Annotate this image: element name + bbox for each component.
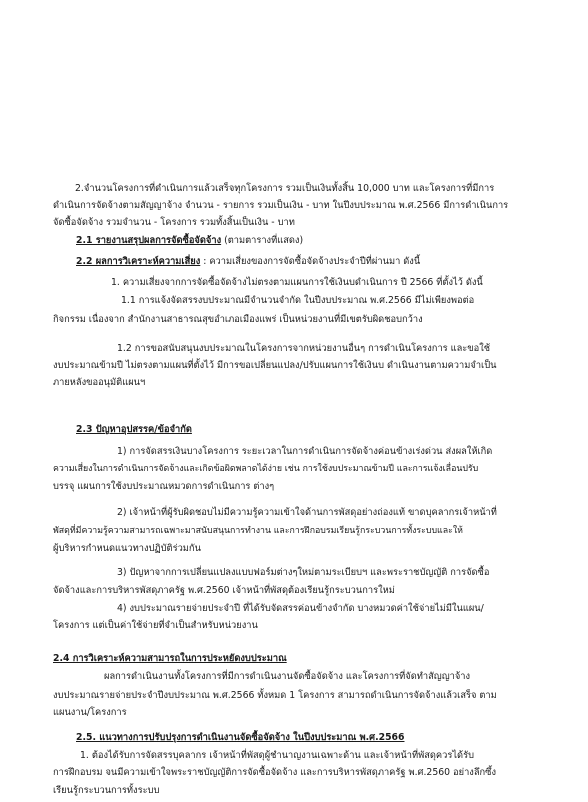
section-2-2-title: 2.2 ผลการวิเคราะห์ความเสี่ยง (76, 256, 201, 268)
saving-line-2: งบประมาณรายจ่ายประจำปีงบประมาณ พ.ศ.2566 ทั้งหมด 1 โครงการ สามารถดำเนินการจัดจ้างแล้วเสร็จ ตาม (53, 689, 497, 701)
problem-line-1: 1) การจัดสรรเงินบางโครงการ ระยะเวลาในการดำเนินการจัดจ้างค่อนข้างเร่งด่วน ส่งผลให้เกิด (117, 446, 493, 458)
problem-line-7: 3) ปัญหาจากการเปลี่ยนแปลงแบบฟอร์มต่างๆใหม่ตามระเบียบฯ และพระราชบัญญัติ การจัดซื้อ (117, 566, 490, 578)
problem-line-6: ผู้บริหารกำหนดแนวทางปฏิบัติร่วมกัน (53, 543, 201, 555)
risk-line-4: 1.2 การขอสนับสนุนงบประมาณในโครงการจากหน่วยงานอื่นๆ การดำเนินโครงการ และขอใช้ (117, 342, 491, 354)
section-2-4-heading: 2.4 การวิเคราะห์ความสามารถในการประหยัดงบประมาณ (53, 653, 287, 665)
risk-line-6: ภายหลังขออนุมัติแผนฯ (53, 376, 146, 388)
summary-line-1: 2.จำนวนโครงการที่ดำเนินการแล้วเสร็จทุกโครงการ รวมเป็นเงินทั้งสิ้น 10,000 บาท และโครงการที่มีการ (75, 183, 495, 194)
problem-line-3: บรรจุ แผนการใช้งบประมาณหมวดการดำเนินการ ต่างๆ (53, 481, 275, 493)
improve-line-3: เรียนรู้กระบวนการทั้งระบบ (53, 784, 160, 796)
saving-line-3: แผนงาน/โครงการ (53, 706, 127, 718)
problem-line-4: 2) เจ้าหน้าที่ผู้รับผิดชอบไม่มีความรู้ความเข้าใจด้านการพัสดุอย่างถ่องแท้ ขาดบุคลากรเจ้าหน้าที่ (117, 507, 497, 519)
saving-line-1: ผลการดำเนินงานทั้งโครงการที่มีการดำเนินงานจัดซื้อจัดจ้าง และโครงการที่จัดทำสัญญาจ้าง (104, 671, 471, 683)
summary-line-2: ดำเนินการจัดจ้างตามสัญญาจ้าง จำนวน - รายการ รวมเป็นเงิน - บาท ในปีงบประมาณ พ.ศ.2566 มีการดำเนินการ (53, 200, 509, 212)
section-2-1-title: 2.1 รายงานสรุปผลการจัดซื้อจัดจ้าง (76, 235, 222, 247)
section-2-1-note: (ตามตารางที่แสดง) (221, 235, 304, 247)
summary-line-3: จัดซื้อจัดจ้าง รวมจำนวน - โครงการ รวมทั้งสิ้นเป็นเงิน - บาท (53, 217, 295, 229)
section-2-5-heading: 2.5. แนวทางการปรับปรุงการดำเนินงานจัดซื้อจัดจ้าง ในปีงบประมาณ พ.ศ.2566 (76, 732, 405, 744)
section-2-2-heading (76, 256, 420, 268)
risk-line-5: งบประมาณข้ามปี ไม่ตรงตามแผนที่ตั้งไว้ มีการขอเปลี่ยนแปลง/ปรับแผนการใช้เงินบ ดำเนินงานตามความจำเป็น (53, 359, 497, 371)
problem-line-9: 4) งบประมาณรายจ่ายประจำปี ที่ได้รับจัดสรรค่อนข้างจำกัด บางหมวดค่าใช้จ่ายไม่มีในแผน/ (117, 603, 484, 615)
risk-line-1: 1. ความเสี่ยงจากการจัดซื้อจัดจ้างไม่ตรงตามแผนการใช้เงินบดำเนินการ ปี 2566 ที่ตั้งไว้ ดังนี้ (111, 277, 483, 289)
section-2-3-heading: 2.3 ปัญหาอุปสรรค/ข้อจำกัด (76, 424, 192, 436)
problem-line-2: ความเสี่ยงในการดำเนินการจัดจ้างและเกิดข้อผิดพลาดได้ง่าย เช่น การใช้งบประมาณข้ามปี และการแจ้งเลื่อนปรับ (53, 464, 479, 475)
problem-line-8: จัดจ้างและการบริหารพัสดุภาครัฐ พ.ศ.2560 เจ้าหน้าที่พัสดุต้องเรียนรู้กระบวนการใหม่ (53, 585, 395, 596)
problem-line-10: โครงการ แต่เป็นค่าใช้จ่ายที่จำเป็นสำหรับหน่วยงาน (53, 620, 258, 632)
improve-line-1: 1. ต้องได้รับการจัดสรรบุคลากร เจ้าหน้าที่พัสดุผู้ชำนาญงานเฉพาะด้าน และเจ้าหน้าที่พัสดุควรได้รับ (80, 750, 474, 762)
risk-line-3: กิจกรรม เนื่องจาก สำนักงานสาธารณสุขอำเภอเมืองแพร่ เป็นหน่วยงานที่มีเขตรับผิดชอบกว้าง (53, 314, 423, 326)
risk-line-2: 1.1 การแจ้งจัดสรรงบประมาณมีจำนวนจำกัด ในปีงบประมาณ พ.ศ.2566 มีไม่เพียงพอต่อ (121, 295, 475, 307)
improve-line-2: การฝึกอบรม จนมีความเข้าใจพระราชบัญญัติการจัดซื้อจัดจ้าง และการบริหารพัสดุภาครัฐ พ.ศ.2560 อย่างลึกซึ้ง (53, 767, 496, 779)
section-2-2-rest: : ความเสี่ยงของการจัดซื้อจัดจ้างประจำปีที่ผ่านมา ดังนี้ (200, 256, 421, 268)
problem-line-5: พัสดุที่มีความรู้ความสามารถเฉพาะมาสนับสนุนการทำงาน และการฝึกอบรมเรียนรู้กระบวนการทั้งระบบและให้ (53, 526, 463, 537)
section-2-1-heading (76, 235, 303, 247)
